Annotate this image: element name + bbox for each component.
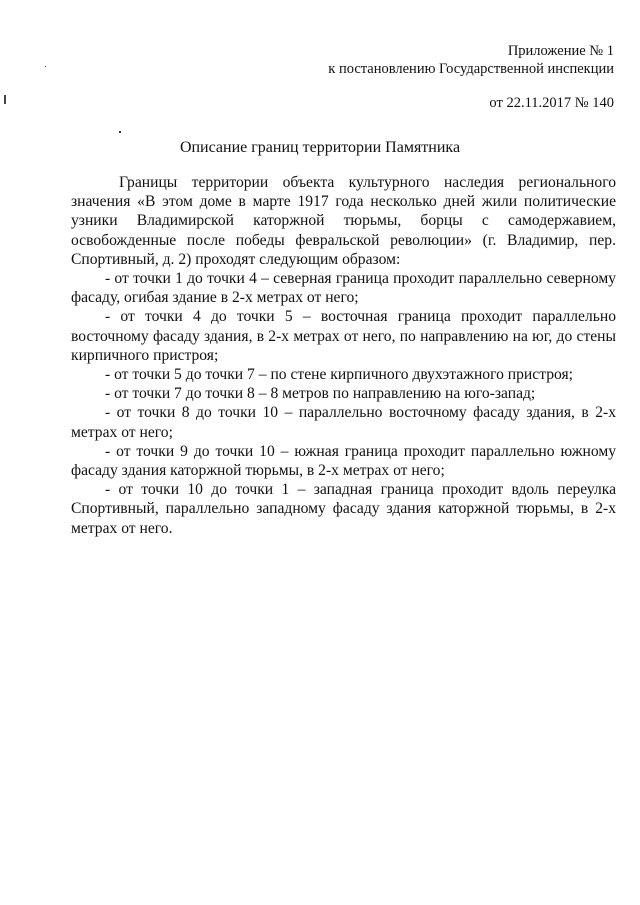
intro-paragraph: Границы территории объекта культурного наследия регионального значения «В этом доме в марте 1917 года несколько дней жили политические узники Владимирской каторжной тюрьмы, борцы с самодержавием, освобожденные после победы февральской революции» (г. Владимир, пер. Спортивный, д. 2) проходят следующим образом: [71, 174, 616, 268]
appendix-label: Приложение № 1 [507, 43, 614, 59]
boundary-item: - от точки 8 до точки 10 – параллельно восточному фасаду здания, в 2-х метрах от него; [71, 404, 616, 441]
boundary-item: - от точки 5 до точки 7 – по стене кирпичного двухэтажного пристроя; [105, 366, 574, 384]
document-body [71, 173, 616, 538]
boundary-item: - от точки 7 до точки 8 – 8 метров по направлению на юго-запад; [105, 385, 536, 403]
boundary-item: - от точки 10 до точки 1 – западная граница проходит вдоль переулка Спортивный, параллельно западному фасаду здания каторжной тюрьмы, в 2-х метрах от него. [71, 481, 616, 537]
document-header [328, 42, 614, 78]
scan-margin-mark [45, 66, 46, 67]
document-date-number: от 22.11.2017 № 140 [489, 95, 614, 111]
document-title: Описание границ территории Памятника [179, 139, 461, 156]
boundary-item: - от точки 4 до точки 5 – восточная граница проходит параллельно восточному фасаду здания, в 2-х метрах от него, по направлению на юг, до стены кирпичного пристроя; [71, 308, 616, 364]
appendix-reference: к постановлению Государственной инспекции [328, 61, 614, 77]
scan-speck [119, 131, 121, 133]
scan-margin-mark [4, 95, 6, 104]
boundary-item: - от точки 1 до точки 4 – северная граница проходит параллельно северному фасаду, огибая здание в 2-х метрах от него; [71, 270, 616, 307]
boundary-item: - от точки 9 до точки 10 – южная граница проходит параллельно южному фасаду здания каторжной тюрьмы, в 2-х метрах от него; [71, 442, 616, 480]
